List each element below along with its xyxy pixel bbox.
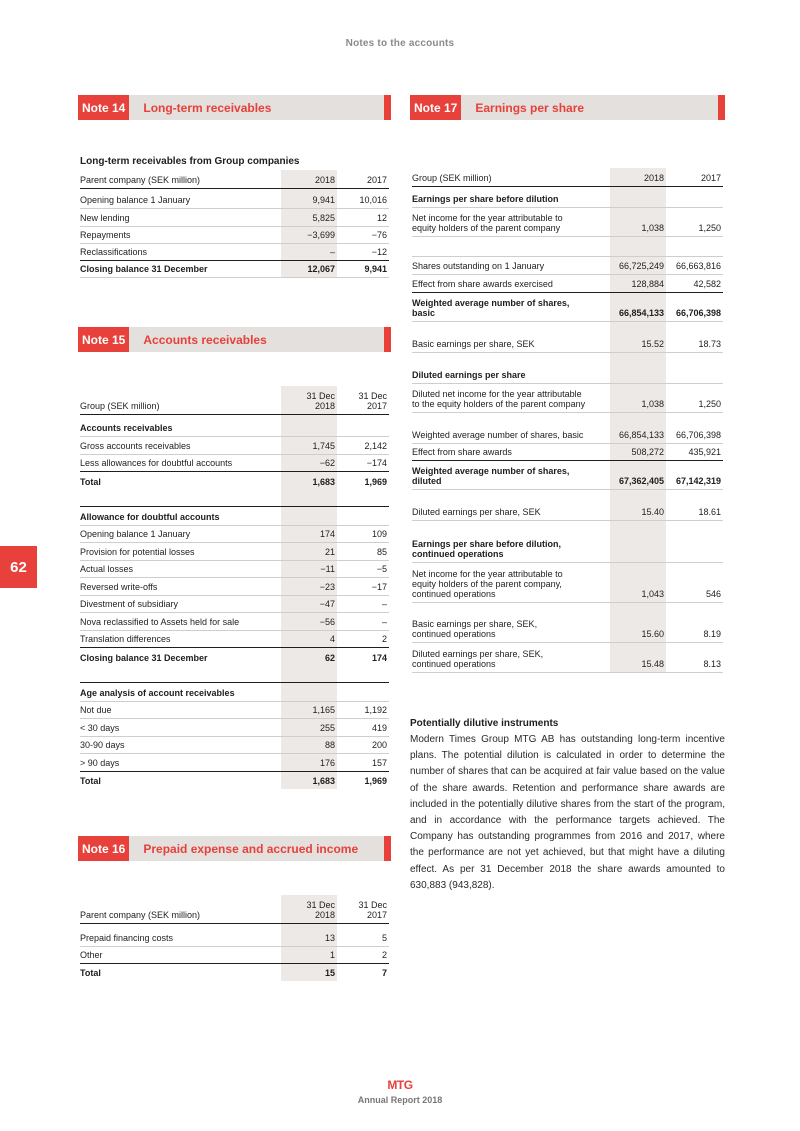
row-value: 7 <box>381 968 387 978</box>
row-label: Other <box>80 950 103 960</box>
row-label-line: continued operations <box>412 589 496 599</box>
note-title: Long-term receivables <box>143 100 272 115</box>
row-value: 2 <box>381 950 387 960</box>
table-row <box>80 455 389 472</box>
column-header-line: 31 Dec <box>306 391 335 401</box>
row-label: Gross accounts receivables <box>80 441 191 451</box>
row-value: 1,192 <box>364 705 387 715</box>
row-value: 21 <box>281 543 337 560</box>
row-value: 174 <box>371 653 387 663</box>
row-label <box>412 569 610 602</box>
row-label <box>412 466 610 489</box>
row-value: 128,884 <box>610 275 666 292</box>
column-header: 2018 <box>610 168 666 186</box>
row-value: 42,582 <box>693 279 721 289</box>
row-label: Translation differences <box>80 634 171 644</box>
footer-text: Annual Report 2018 <box>357 1095 443 1105</box>
column-header: 2018 <box>281 170 337 188</box>
row-value <box>281 666 337 682</box>
row-label: Opening balance 1 January <box>80 195 191 205</box>
row-value: 508,272 <box>610 444 666 460</box>
row-value: 88 <box>281 737 337 753</box>
row-value: 66,706,398 <box>675 430 721 440</box>
table-total-row <box>80 648 389 666</box>
section-title: Accounts receivables <box>80 423 173 433</box>
section-title-row <box>80 415 389 437</box>
row-value: 174 <box>281 526 337 542</box>
row-value: 15.52 <box>610 322 666 352</box>
row-value <box>666 237 723 256</box>
note-number: Note 17 <box>410 95 461 120</box>
row-value: 176 <box>281 754 337 771</box>
row-label: Diluted earnings per share, SEK <box>412 507 541 517</box>
row-value: 1,683 <box>281 772 337 789</box>
table-row <box>80 596 389 613</box>
row-value: −5 <box>376 564 387 574</box>
note-number: Note 15 <box>78 327 129 352</box>
running-head: Notes to the accounts <box>345 38 455 49</box>
row-value <box>666 353 723 383</box>
table-row <box>80 631 389 648</box>
section-title-row <box>80 683 389 702</box>
row-value: 15.60 <box>610 603 666 642</box>
dilutive-instruments-section <box>410 718 725 894</box>
section-title <box>412 539 610 562</box>
row-label <box>412 619 610 642</box>
row-label-line: continued operations <box>412 629 496 639</box>
column-header-line: 2018 <box>314 401 335 411</box>
row-value <box>610 353 666 383</box>
header-accent <box>384 836 391 861</box>
row-value: 1,683 <box>281 472 337 490</box>
column-header-line: 31 Dec <box>358 391 387 401</box>
table-row <box>80 578 389 596</box>
table-row <box>80 437 389 455</box>
row-label <box>412 213 610 236</box>
row-value: 1,165 <box>281 702 337 718</box>
table-row <box>412 257 723 275</box>
table-row <box>412 563 723 603</box>
table-row <box>412 384 723 413</box>
note-number: Note 16 <box>78 836 129 861</box>
table-row <box>80 613 389 631</box>
table-row <box>80 702 389 719</box>
row-value: 85 <box>376 547 387 557</box>
row-value: 66,706,398 <box>675 308 721 318</box>
row-value: −23 <box>281 578 337 595</box>
row-value <box>281 683 337 701</box>
row-label <box>412 389 610 412</box>
row-value <box>281 507 337 525</box>
row-value: 66,725,249 <box>610 257 666 274</box>
row-value <box>610 187 666 207</box>
row-label-line: diluted <box>412 476 442 486</box>
table-row <box>80 227 389 244</box>
table-row <box>412 322 723 353</box>
table-row <box>80 924 389 947</box>
table-total-row <box>80 964 389 981</box>
spacer-row <box>412 237 723 257</box>
row-value: 255 <box>281 719 337 736</box>
row-value: 2,142 <box>364 441 387 451</box>
note-17-table <box>412 168 723 673</box>
section-title-row <box>412 521 723 563</box>
row-value: 9,941 <box>281 189 337 208</box>
table-row <box>80 543 389 561</box>
table-row <box>80 947 389 964</box>
row-value: 8.13 <box>703 659 721 669</box>
row-value: 13 <box>281 924 337 946</box>
row-value: 157 <box>371 758 387 768</box>
row-label: Shares outstanding on 1 January <box>412 261 545 271</box>
row-value: 1,969 <box>364 477 387 487</box>
row-label: Nova reclassified to Assets held for sale <box>80 617 240 627</box>
table-row <box>80 561 389 578</box>
table-row <box>412 275 723 293</box>
section-title-row <box>80 507 389 526</box>
row-value: 4 <box>281 631 337 647</box>
row-value: 66,854,133 <box>610 413 666 443</box>
row-label: New lending <box>80 213 130 223</box>
row-label <box>412 298 610 321</box>
row-label: Actual losses <box>80 564 134 574</box>
table-total-row <box>80 772 389 789</box>
mtg-logo: MTG <box>387 1078 413 1092</box>
table-header-row <box>80 386 389 415</box>
section-title: Allowance for doubtful accounts <box>80 512 220 522</box>
row-value <box>337 415 389 436</box>
row-label-line: to the equity holders of the parent company <box>412 399 586 409</box>
column-header <box>281 895 337 923</box>
row-value: 419 <box>371 723 387 733</box>
page-number: 62 <box>0 546 37 588</box>
column-header-line: 2018 <box>314 910 335 920</box>
row-value: −62 <box>281 455 337 471</box>
row-value: 1,745 <box>281 437 337 454</box>
row-value: – <box>281 244 337 260</box>
table-row <box>80 754 389 772</box>
row-value: 109 <box>371 529 387 539</box>
row-label-line: Net income for the year attributable to <box>412 213 563 223</box>
row-value: 15 <box>281 964 337 981</box>
table-total-row <box>412 293 723 322</box>
row-value: 18.73 <box>698 339 721 349</box>
row-label-line: continued operations <box>412 659 496 669</box>
note-16-header <box>78 836 391 861</box>
row-label: Opening balance 1 January <box>80 529 191 539</box>
row-value: 1,250 <box>698 399 721 409</box>
note-16-table <box>80 895 389 981</box>
row-value: 12 <box>376 213 387 223</box>
column-header: Parent company (SEK million) <box>80 910 201 920</box>
row-value: −76 <box>371 230 387 240</box>
header-accent <box>718 95 725 120</box>
row-label: Total <box>80 477 101 487</box>
row-label-line: Diluted earnings per share, SEK, <box>412 649 544 659</box>
note-15-table <box>80 386 389 789</box>
header-accent <box>384 95 391 120</box>
row-value: – <box>381 617 387 627</box>
row-value: 1,250 <box>698 223 721 233</box>
column-header-line: 2017 <box>366 910 387 920</box>
table-row <box>412 444 723 461</box>
row-value <box>337 507 389 525</box>
row-label: Effect from share awards exercised <box>412 279 553 289</box>
column-header: Group (SEK million) <box>80 401 160 411</box>
row-value <box>610 237 666 256</box>
row-label-line: basic <box>412 308 436 318</box>
row-value: 8.19 <box>703 629 721 639</box>
row-value <box>337 490 389 506</box>
table-row <box>412 413 723 444</box>
row-value: 2 <box>381 634 387 644</box>
section-title-line: Earnings per share before dilution, <box>412 539 562 549</box>
row-value: 67,142,319 <box>675 476 721 486</box>
table-header-row <box>80 895 389 924</box>
table-row <box>412 603 723 643</box>
table-row <box>80 244 389 261</box>
row-value: 1,969 <box>364 776 387 786</box>
spacer-row <box>80 490 389 507</box>
row-value: 9,941 <box>364 264 387 274</box>
row-label-line: equity holders of the parent company <box>412 223 561 233</box>
section-title-row <box>412 187 723 208</box>
row-label: Total <box>80 776 101 786</box>
column-header <box>281 386 337 414</box>
header-accent <box>384 327 391 352</box>
row-label-line: Basic earnings per share, SEK, <box>412 619 538 629</box>
note-title: Accounts receivables <box>143 332 267 347</box>
column-header <box>337 386 389 414</box>
row-label: Repayments <box>80 230 131 240</box>
row-label: Total <box>80 968 101 978</box>
row-value <box>281 490 337 506</box>
note-title: Prepaid expense and accrued income <box>143 841 359 856</box>
table-row <box>80 189 389 209</box>
row-value: −17 <box>371 582 387 592</box>
column-header: Parent company (SEK million) <box>80 175 201 185</box>
row-label: Reclassifications <box>80 247 148 257</box>
row-label-line: Weighted average number of shares, <box>412 298 570 308</box>
row-value: 15.48 <box>610 643 666 672</box>
row-value: 15.40 <box>610 490 666 520</box>
row-label: > 90 days <box>80 758 120 768</box>
row-label: < 30 days <box>80 723 120 733</box>
row-label: Basic earnings per share, SEK <box>412 339 535 349</box>
table-row <box>412 643 723 673</box>
column-header: Group (SEK million) <box>412 173 492 183</box>
row-value <box>337 666 389 682</box>
note-number: Note 14 <box>78 95 129 120</box>
row-label: Reversed write-offs <box>80 582 158 592</box>
row-label: Effect from share awards <box>412 447 512 457</box>
table-row <box>80 737 389 754</box>
row-value: −12 <box>371 247 387 257</box>
note-14-header <box>78 95 391 120</box>
row-label: Prepaid financing costs <box>80 933 174 943</box>
column-header-line: 2017 <box>366 401 387 411</box>
note-title: Earnings per share <box>475 100 585 115</box>
section-paragraph: Modern Times Group MTG AB has outstanding long-term incentive plans. The potential dilution is calculated in order to determine the number of shares that can be acquired at fair value based on the value of the share awards. Retention and performance share awards are included in the potentially dilutive shares from the start of the program, and in accordance with the performance targets achieved. The Company has outstanding programmes from 2016 and 2017, where the performance are not yet achieved, but that might have a diluting effect. As per 31 December 2018 the share awards amounted to 630,883 (943,828). <box>410 734 725 891</box>
row-value: 435,921 <box>688 447 721 457</box>
row-label: Weighted average number of shares, basic <box>412 430 584 440</box>
row-value: −11 <box>281 561 337 577</box>
row-value <box>610 521 666 562</box>
table-header-row <box>412 168 723 187</box>
row-value: 66,854,133 <box>610 293 666 321</box>
note-14-table <box>80 170 389 278</box>
row-value: −47 <box>281 596 337 612</box>
table-row <box>412 208 723 237</box>
note-14-subtitle: Long-term receivables from Group companies <box>80 156 300 167</box>
section-title-row <box>412 353 723 384</box>
row-label-line: equity holders of the parent company, <box>412 579 562 589</box>
table-total-row <box>80 472 389 490</box>
column-header: 2017 <box>700 173 721 183</box>
column-header <box>337 895 389 923</box>
column-header-line: 31 Dec <box>306 900 335 910</box>
section-heading: Potentially dilutive instruments <box>410 718 559 729</box>
row-value <box>666 187 723 207</box>
section-title: Age analysis of account receivables <box>80 688 235 698</box>
table-total-row <box>412 461 723 490</box>
column-header: 2017 <box>366 175 387 185</box>
row-value: 62 <box>281 648 337 666</box>
row-value: 5,825 <box>281 209 337 226</box>
row-value: 200 <box>371 740 387 750</box>
row-label-line: Net income for the year attributable to <box>412 569 563 579</box>
row-value <box>281 415 337 436</box>
row-value: 5 <box>381 933 387 943</box>
note-15-header <box>78 327 391 352</box>
row-label: Provision for potential losses <box>80 547 195 557</box>
row-label-line: Weighted average number of shares, <box>412 466 570 476</box>
table-row <box>80 719 389 737</box>
row-label: Closing balance 31 December <box>80 264 208 274</box>
row-value: 18.61 <box>698 507 721 517</box>
row-value: 1,038 <box>610 384 666 412</box>
section-title: Earnings per share before dilution <box>412 194 559 204</box>
spacer-row <box>80 666 389 683</box>
row-label-line: Diluted net income for the year attributable <box>412 389 582 399</box>
row-label: Divestment of subsidiary <box>80 599 179 609</box>
row-value <box>337 683 389 701</box>
row-value: −56 <box>281 613 337 630</box>
table-row <box>412 490 723 521</box>
row-value: 67,362,405 <box>610 461 666 489</box>
row-label: Closing balance 31 December <box>80 653 208 663</box>
row-value: 66,663,816 <box>675 261 721 271</box>
row-value: −3,699 <box>281 227 337 243</box>
note-17-header <box>410 95 725 120</box>
row-label: Less allowances for doubtful accounts <box>80 458 233 468</box>
row-value <box>666 521 723 562</box>
table-header-row <box>80 170 389 189</box>
row-value: 1,043 <box>610 563 666 602</box>
row-value: 10,016 <box>359 195 387 205</box>
row-value: – <box>381 599 387 609</box>
table-total-row <box>80 261 389 278</box>
row-label <box>412 649 610 672</box>
section-title: Diluted earnings per share <box>412 370 526 380</box>
row-value: −174 <box>366 458 387 468</box>
column-header-line: 31 Dec <box>358 900 387 910</box>
row-label: Not due <box>80 705 112 715</box>
section-title-line: continued operations <box>412 549 504 559</box>
table-row <box>80 526 389 543</box>
row-value: 1 <box>281 947 337 963</box>
row-value: 546 <box>705 589 721 599</box>
row-value: 12,067 <box>281 261 337 277</box>
table-row <box>80 209 389 227</box>
row-label: 30-90 days <box>80 740 125 750</box>
row-value: 1,038 <box>610 208 666 236</box>
